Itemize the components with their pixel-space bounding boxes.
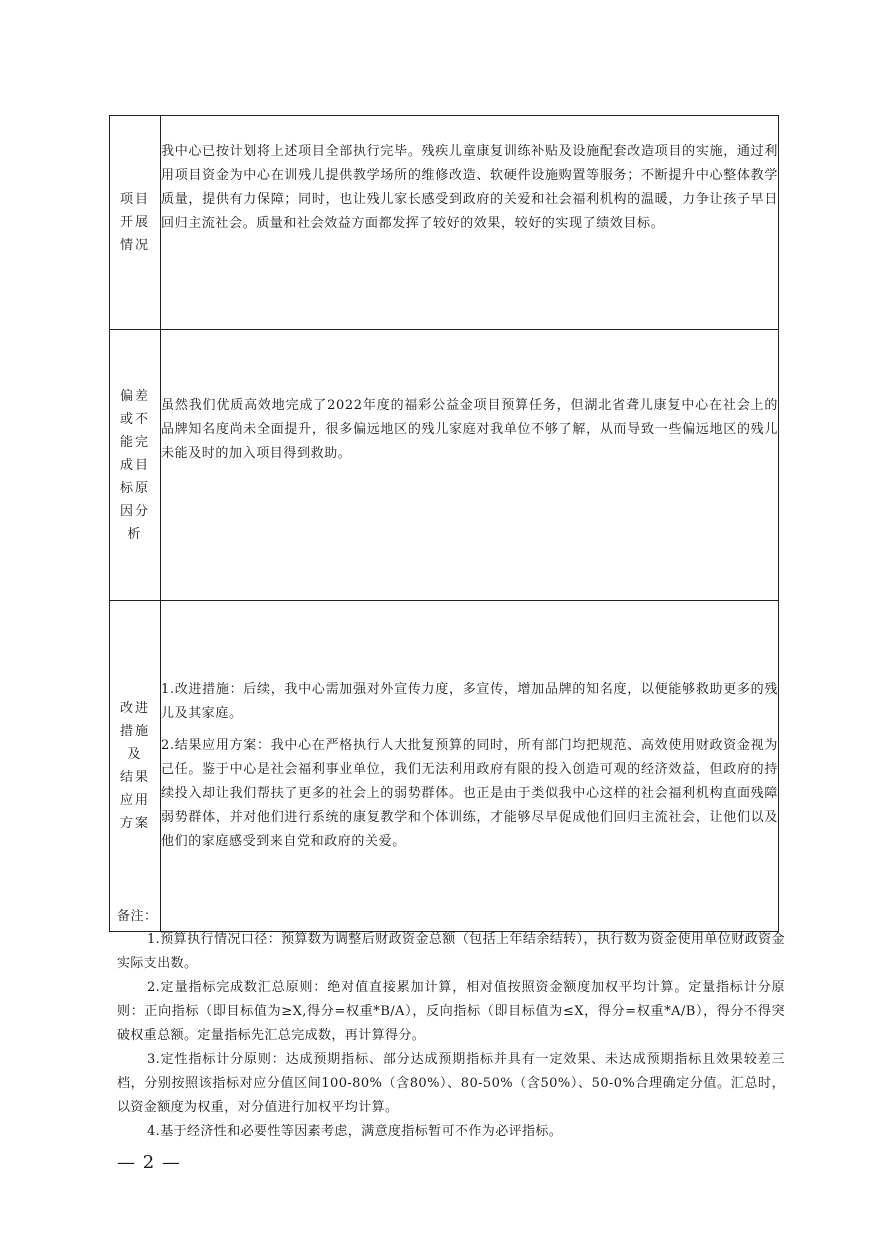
notes-title: 备注： (117, 909, 158, 924)
notes-section (117, 906, 785, 1144)
table-row (110, 601, 779, 932)
row-header-cell (110, 116, 161, 330)
row-header: 偏差 或不 能完 成目 标原 因分 析 (119, 388, 150, 542)
performance-table (109, 115, 779, 932)
table-row (110, 116, 779, 330)
table-row (110, 330, 779, 601)
row-header: 改进 措施 及 结果 应用 方案 (119, 701, 150, 831)
row-header-cell (110, 330, 161, 601)
row-content-cell (161, 601, 779, 932)
note-item: 3.定性指标计分原则：达成预期指标、部分达成预期指标并具有一定效果、未达成预期指标且效果较差三档，分别按照该指标对应分值区间100-80%（含80%）、80-50%（含50%）、50-0%合理确定分值。汇总时，以资金额度为权重，对分值进行加权平均计算。 (117, 1052, 785, 1115)
row-header-cell (110, 601, 161, 932)
content-paragraph: 虽然我们优质高效地完成了2022年度的福彩公益金项目预算任务，但湖北省聋儿康复中心在社会上的品牌知名度尚未全面提升，很多偏远地区的残儿家庭对我单位不够了解，从而导致一些偏远地区的残儿未能及时的加入项目得到救助。 (161, 398, 778, 461)
content-paragraph: 我中心已按计划将上述项目全部执行完毕。残疾儿童康复训练补贴及设施配套改造项目的实施，通过利用项目资金为中心在训残儿提供教学场所的维修改造、软硬件设施购置等服务；不断提升中心整体教学质量，提供有力保障；同时，也让残儿家长感受到政府的关爱和社会福利机构的温暖，力争让孩子早日回归主流社会。质量和社会效益方面都发挥了较好的效果，较好的实现了绩效目标。 (161, 144, 778, 231)
row-header: 项目 开展 情况 (119, 192, 150, 253)
content-paragraph: 1.改进措施：后续，我中心需加强对外宣传力度，多宣传，增加品牌的知名度，以便能够救助更多的残儿及其家庭。 (161, 682, 778, 721)
page-number: — 2 — (117, 1152, 181, 1173)
row-content-cell (161, 116, 779, 330)
note-item: 4.基于经济性和必要性等因素考虑，满意度指标暂可不作为必评指标。 (147, 1124, 563, 1139)
note-item: 2.定量指标完成数汇总原则：绝对值直接累加计算，相对值按照资金额度加权平均计算。定量指标计分原则：正向指标（即目标值为≥X,得分=权重*B/A），反向指标（即目标值为≤X，得分=权重*A/B），得分不得突破权重总额。定量指标先汇总完成数，再计算得分。 (117, 980, 785, 1043)
row-content-cell (161, 330, 779, 601)
content-paragraph: 2.结果应用方案：我中心在严格执行人大批复预算的同时，所有部门均把规范、高效使用财政资金视为己任。鉴于中心是社会福利事业单位，我们无法利用政府有限的投入创造可观的经济效益，但政府的持续投入却让我们帮扶了更多的社会上的弱势群体。也正是由于类似我中心这样的社会福利机构直面残障弱势群体，并对他们进行系统的康复教学和个体训练，才能够尽早促成他们回归主流社会，让他们以及他们的家庭感受到来自党和政府的关爱。 (161, 738, 778, 849)
note-item: 1.预算执行情况口径：预算数为调整后财政资金总额（包括上年结余结转），执行数为资金使用单位财政资金实际支出数。 (117, 932, 785, 971)
